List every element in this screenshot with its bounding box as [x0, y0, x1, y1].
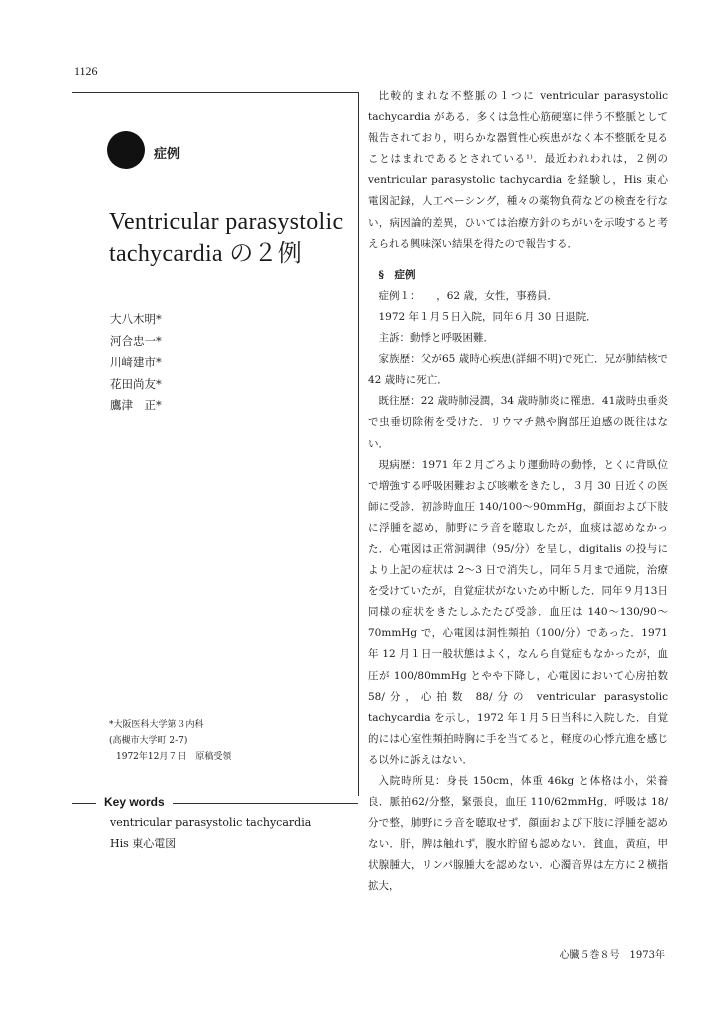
received-date: 1972年12月７日 原稿受領 [116, 752, 232, 762]
title-line-2: tachycardia の２例 [109, 241, 303, 267]
keywords-heading: Key words [96, 795, 173, 809]
affiliation-name: *大阪医科大学第３内科 [109, 720, 204, 730]
author: 花田尚友* [110, 376, 162, 391]
intro-paragraph: 比較的まれな不整脈の１つに ventricular parasystolic tachycardia がある．多くは急性心筋硬塞に伴う不整脈として報告されており，明らかな器質性心疾患がなく本不整脈を見ることはまれであるとされている¹⁾．最近われわれは，２例の ventricular parasystolic tachycardia を経験し，His 東心電図記録，人工ペーシング，種々の薬物負荷などの検査を行ない，病因論的差異，ひいては治療方針のちがいを示唆すると考えられる興味深い結果を得たので報告する． [368, 90, 668, 250]
article-title [109, 206, 357, 270]
author: 川﨑建市* [110, 355, 162, 369]
section-marker-circle [107, 131, 145, 169]
case-paragraph: 主訴：動悸と呼吸困難． [378, 332, 494, 345]
case-paragraph: 1972 年１月５日入院，同年６月 30 日退院． [378, 310, 597, 323]
body-column [368, 86, 668, 898]
case-paragraph: 既往歴：22 歳時肺浸潤，34 歳時肺炎に罹患．41歳時虫垂炎で虫垂切除術を受けた．リウマチ熱や胸部圧迫感の既往はない． [368, 395, 668, 450]
keyword: ventricular parasystolic tachycardia [110, 816, 312, 829]
left-frame [72, 92, 359, 796]
case-paragraph: 家族歴：父が65 歳時心疾患(詳細不明)で死亡．兄が肺結核で 42 歳時に死亡． [368, 353, 668, 387]
case-paragraph: 入院時所見：身長 150cm，体重 46kg と体格は小，栄養良．脈拍62/分整，緊張良，血圧 110/62mmHg．呼吸は 18/分で整，肺野にラ音を聴取せず．顔面および下肢に浮腫を認めない．肝，脾は触れず，腹水貯留も認めない．貧血，黄疸，甲状腺腫大，リンパ腺腫大を認めない．心濁音界は左方に２横指拡大， [368, 775, 668, 893]
case-paragraph: 症例１： ，62 歳，女性，事務員． [378, 289, 558, 302]
title-line-1: Ventricular parasystolic [109, 209, 344, 235]
affiliation-address: (高槻市大学町 2-7) [109, 736, 188, 746]
case-paragraph: 現病歴：1971 年２月ごろより運動時の動悸，とくに背臥位で増強する呼吸困難および咳嗽をきたし，３月 30 日近くの医師に受診．初診時血圧 140/100〜90mmHg，顔面および下肢に浮腫を認め，肺野にラ音を聴取したが，血痰は認めなかった．心電図は正常洞調律（95/分）を呈し，digitalis の投与により上記の症状は 2〜3 日で消失し，同年５月まで通院，治療を受けていたが，自覚症状がないため中断した．同年９月13日同様の症状をきたしふたたび受診．血圧は 140〜130/90〜70mmHg で，心電図は洞性頻拍（100/分）であった．1971 年 12 月１日一般状態はよく，なんら自覚症もなかったが，血圧が 100/80mmHg とやや下降し，心電図において心房拍数 58/分，心拍数 88/分の ventricular parasystolic tachycardia を示し，1972 年１月５日当科に入院した．自覚的には心室性頻拍時胸に手を当てると，軽度の心悸亢進を感じる以外に訴えはない． [368, 458, 668, 766]
keyword: His 東心電図 [110, 837, 177, 850]
journal-footer: 心臓５巻８号 1973年 [559, 950, 665, 961]
author: 河合忠一* [110, 333, 162, 348]
keywords-list [110, 812, 311, 854]
page-number: 1126 [74, 64, 98, 78]
section-label: 症例 [154, 147, 181, 162]
affiliation [109, 717, 231, 765]
author: 大八木明* [110, 312, 162, 326]
section-heading: § 症例 [378, 268, 416, 281]
author-list [110, 309, 162, 417]
author: 鷹津 正* [110, 398, 162, 412]
